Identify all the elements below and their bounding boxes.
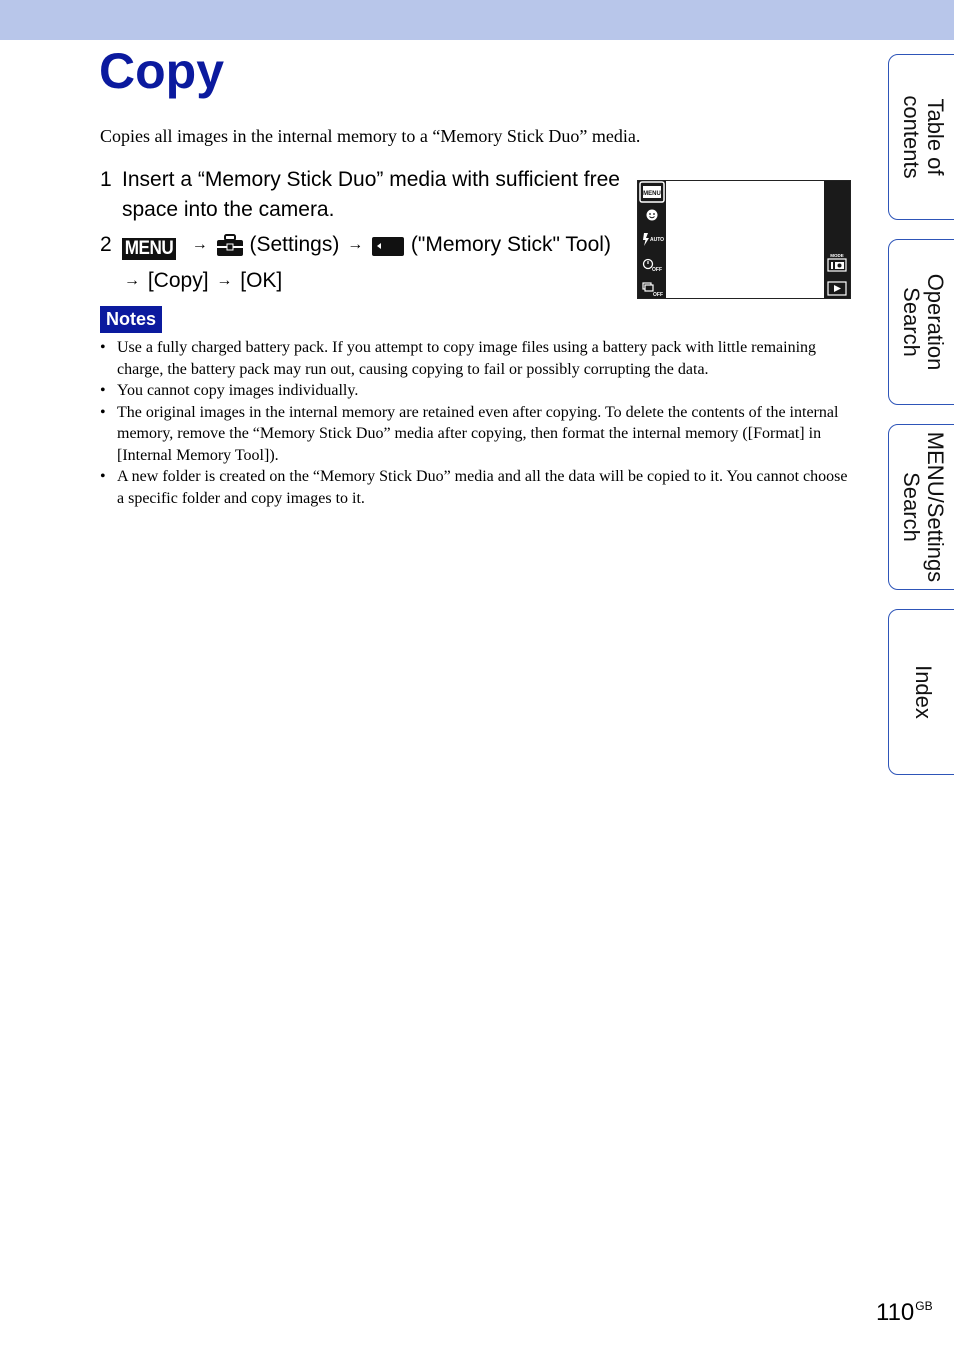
arrow-icon: →	[216, 272, 233, 289]
tab-table-of-contents[interactable]	[888, 54, 954, 220]
menu-icon: MENU	[122, 238, 176, 260]
note-item: • You cannot copy images individually.	[100, 380, 852, 402]
tab-label-line: Search	[899, 472, 924, 542]
tab-label	[911, 665, 935, 719]
mode-text: MODE	[830, 253, 844, 258]
camera-screen-illustration	[637, 180, 851, 299]
intelligent-auto-camera-icon	[828, 253, 846, 271]
flash-auto-text: AUTO	[650, 237, 665, 243]
notes-list	[100, 337, 852, 509]
step-instructions	[122, 230, 620, 296]
step-text: Insert a “Memory Stick Duo” media with sufficient free space into the camera.	[122, 168, 620, 221]
camera-left-panel	[638, 181, 666, 298]
tab-label-line: contents	[899, 95, 924, 179]
arrow-icon: →	[124, 272, 140, 289]
step-number: 2	[100, 233, 112, 256]
self-timer-off-text: OFF	[652, 267, 662, 273]
memory-stick-tool-label: ("Memory Stick" Tool)	[410, 233, 611, 256]
header-band	[0, 0, 954, 40]
camera-right-panel	[824, 181, 850, 298]
page-number	[876, 1291, 933, 1328]
settings-label: (Settings)	[249, 233, 340, 256]
tab-label	[899, 274, 947, 371]
page-number-value: 110	[876, 1299, 915, 1326]
tab-label-line: Search	[899, 287, 924, 357]
tab-menu-settings-search[interactable]	[888, 424, 954, 590]
tab-operation-search[interactable]	[888, 239, 954, 405]
tab-index[interactable]	[888, 609, 954, 775]
notes-heading: Notes	[100, 306, 162, 333]
menu-icon	[640, 182, 664, 202]
step-number: 1	[100, 168, 112, 191]
arrow-icon: →	[191, 236, 208, 253]
tab-label-line: Operation	[923, 273, 948, 371]
note-item: • The original images in the internal memory are retained even after copying. To delete the contents of the internal memory, remove the “Memory Stick Duo” media after copying, then format the internal memory ([Format] in [Internal Memory Tool]).	[100, 402, 852, 467]
tab-label-line: MENU/Settings	[923, 431, 948, 583]
camera-menu-text: MENU	[643, 191, 661, 197]
note-item: • Use a fully charged battery pack. If you attempt to copy image files using a battery pack with little remaining charge, the battery pack may run out, causing copying to fail or possibly corrupting the data.	[100, 337, 852, 380]
flash-auto-icon	[643, 233, 664, 246]
tab-label-line: Table of	[923, 98, 948, 176]
copy-label: [Copy]	[147, 269, 209, 292]
self-timer-off-icon	[644, 260, 663, 274]
tab-label	[899, 432, 947, 582]
burst-off-text: OFF	[653, 292, 663, 298]
arrow-icon: →	[347, 236, 364, 253]
page-title: Copy	[99, 43, 224, 99]
toolbox-icon	[216, 233, 244, 266]
ok-label: [OK]	[240, 269, 283, 292]
page-region-code: GB	[915, 1299, 933, 1313]
note-item: • A new folder is created on the “Memory Stick Duo” media and all the data will be copied to it. You cannot choose a specific folder and copy images to it.	[100, 466, 852, 509]
step-1	[100, 165, 620, 225]
smile-shutter-icon	[647, 210, 658, 221]
memory-stick-icon	[371, 233, 405, 266]
playback-icon	[828, 282, 846, 295]
tab-label	[899, 95, 947, 178]
step-2	[100, 230, 620, 296]
tab-label-line: Index	[911, 665, 936, 719]
burst-off-icon	[643, 283, 663, 298]
intro-text: Copies all images in the internal memory to a “Memory Stick Duo” media.	[100, 126, 641, 146]
